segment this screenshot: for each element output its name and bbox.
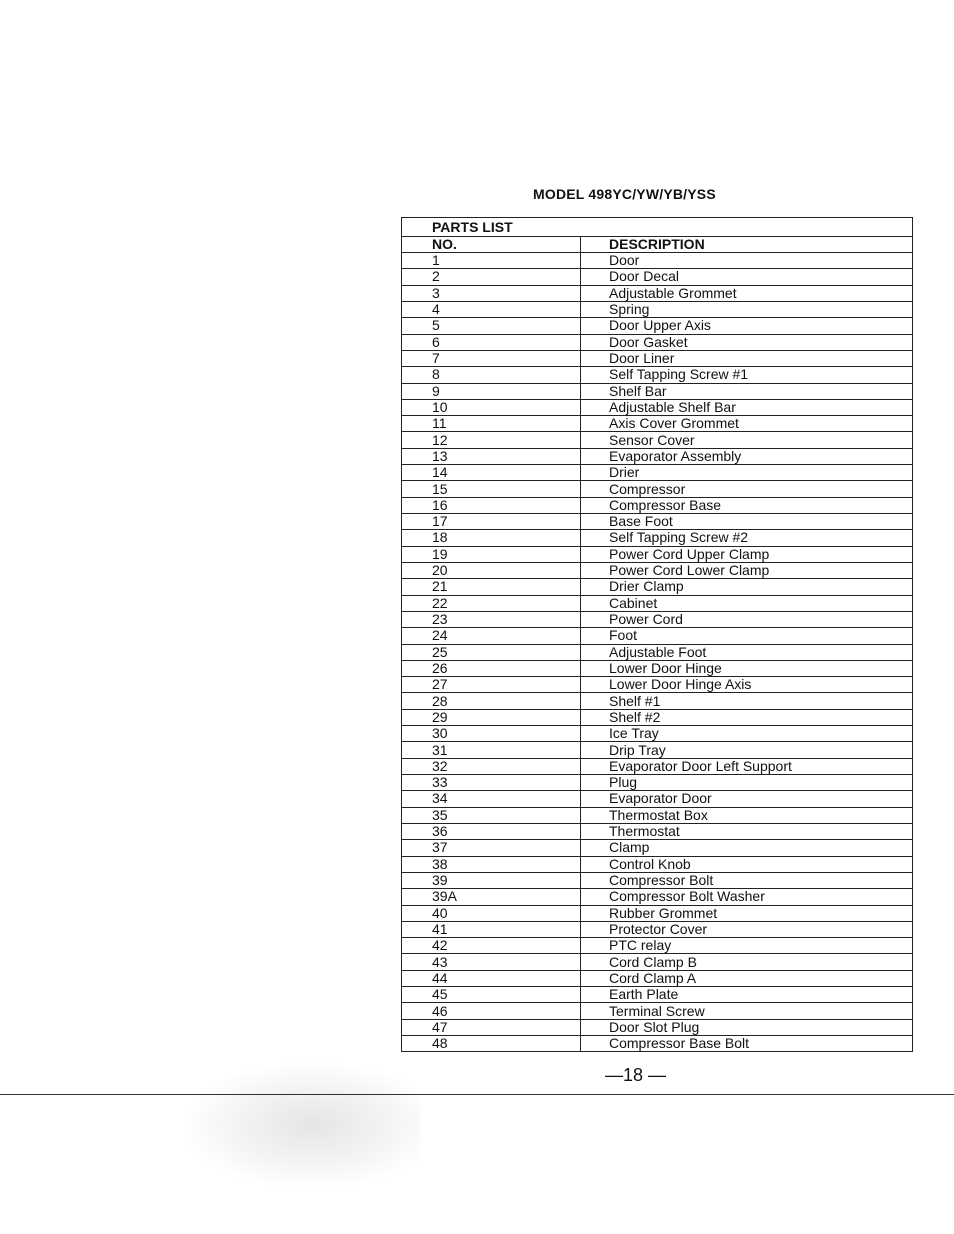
- table-row: [402, 954, 913, 970]
- part-description-cell: Adjustable Foot: [581, 644, 913, 660]
- part-description-cell: Thermostat Box: [581, 807, 913, 823]
- part-description-cell: Door Slot Plug: [581, 1019, 913, 1035]
- table-row: [402, 742, 913, 758]
- part-description-cell: Cabinet: [581, 595, 913, 611]
- part-description-cell: Self Tapping Screw #2: [581, 530, 913, 546]
- part-number-cell: 29: [402, 709, 581, 725]
- table-row: [402, 546, 913, 562]
- part-number-cell: 25: [402, 644, 581, 660]
- part-number-cell: 28: [402, 693, 581, 709]
- part-number-cell: 42: [402, 938, 581, 954]
- part-description-cell: Sensor Cover: [581, 432, 913, 448]
- part-number-cell: 24: [402, 628, 581, 644]
- table-row: [402, 367, 913, 383]
- part-description-cell: Compressor Base Bolt: [581, 1036, 913, 1052]
- part-description-cell: Cord Clamp A: [581, 970, 913, 986]
- table-row: [402, 514, 913, 530]
- part-number-cell: 48: [402, 1036, 581, 1052]
- part-number-cell: 33: [402, 775, 581, 791]
- table-row: [402, 530, 913, 546]
- part-description-cell: Control Knob: [581, 856, 913, 872]
- table-row: [402, 840, 913, 856]
- table-row: [402, 481, 913, 497]
- part-description-cell: Door Gasket: [581, 334, 913, 350]
- page-title: MODEL 498YC/YW/YB/YSS: [533, 186, 716, 202]
- bottom-divider: [0, 1094, 954, 1095]
- part-number-cell: 1: [402, 253, 581, 269]
- part-description-cell: Spring: [581, 301, 913, 317]
- part-number-cell: 8: [402, 367, 581, 383]
- part-number-cell: 26: [402, 660, 581, 676]
- part-description-cell: Foot: [581, 628, 913, 644]
- part-number-cell: 45: [402, 987, 581, 1003]
- table-row: [402, 807, 913, 823]
- part-number-cell: 38: [402, 856, 581, 872]
- part-number-cell: 6: [402, 334, 581, 350]
- part-description-cell: Door Upper Axis: [581, 318, 913, 334]
- part-description-cell: Shelf Bar: [581, 383, 913, 399]
- table-row: [402, 644, 913, 660]
- part-number-cell: 9: [402, 383, 581, 399]
- table-row: [402, 318, 913, 334]
- part-number-cell: 16: [402, 497, 581, 513]
- table-row: [402, 905, 913, 921]
- table-row: [402, 1003, 913, 1019]
- table-row: [402, 432, 913, 448]
- part-number-cell: 44: [402, 970, 581, 986]
- table-row: [402, 1036, 913, 1052]
- table-row: [402, 791, 913, 807]
- table-row: [402, 301, 913, 317]
- part-description-cell: Compressor: [581, 481, 913, 497]
- part-description-cell: Compressor Bolt Washer: [581, 889, 913, 905]
- part-description-cell: Compressor Bolt: [581, 872, 913, 888]
- table-row: [402, 611, 913, 627]
- part-description-cell: Evaporator Door Left Support: [581, 758, 913, 774]
- part-number-cell: 39: [402, 872, 581, 888]
- table-caption-row: [402, 218, 913, 237]
- part-description-cell: Drip Tray: [581, 742, 913, 758]
- table-row: [402, 709, 913, 725]
- part-number-cell: 14: [402, 465, 581, 481]
- table-row: [402, 889, 913, 905]
- table-row: [402, 726, 913, 742]
- table-row: [402, 987, 913, 1003]
- part-description-cell: Evaporator Door: [581, 791, 913, 807]
- part-number-cell: 11: [402, 416, 581, 432]
- part-description-cell: Base Foot: [581, 514, 913, 530]
- part-number-cell: 35: [402, 807, 581, 823]
- table-row: [402, 399, 913, 415]
- part-number-cell: 41: [402, 921, 581, 937]
- part-description-cell: Drier Clamp: [581, 579, 913, 595]
- table-row: [402, 758, 913, 774]
- part-number-cell: 37: [402, 840, 581, 856]
- table-row: [402, 872, 913, 888]
- part-number-cell: 40: [402, 905, 581, 921]
- table-row: [402, 383, 913, 399]
- part-number-cell: 31: [402, 742, 581, 758]
- part-description-cell: Drier: [581, 465, 913, 481]
- table-row: [402, 970, 913, 986]
- table-row: [402, 628, 913, 644]
- part-description-cell: Earth Plate: [581, 987, 913, 1003]
- part-number-cell: 39A: [402, 889, 581, 905]
- part-number-cell: 20: [402, 562, 581, 578]
- table-row: [402, 334, 913, 350]
- scan-speckle: [180, 1060, 420, 1190]
- part-description-cell: Plug: [581, 775, 913, 791]
- part-number-cell: 2: [402, 269, 581, 285]
- part-description-cell: Power Cord Lower Clamp: [581, 562, 913, 578]
- part-number-cell: 34: [402, 791, 581, 807]
- part-number-cell: 15: [402, 481, 581, 497]
- part-number-cell: 5: [402, 318, 581, 334]
- table-row: [402, 448, 913, 464]
- part-description-cell: Self Tapping Screw #1: [581, 367, 913, 383]
- part-number-cell: 21: [402, 579, 581, 595]
- table-row: [402, 350, 913, 366]
- table-row: [402, 416, 913, 432]
- part-description-cell: Shelf #2: [581, 709, 913, 725]
- part-description-cell: Clamp: [581, 840, 913, 856]
- part-number-cell: 7: [402, 350, 581, 366]
- part-description-cell: Door Decal: [581, 269, 913, 285]
- part-description-cell: Terminal Screw: [581, 1003, 913, 1019]
- part-number-cell: 13: [402, 448, 581, 464]
- table-row: [402, 465, 913, 481]
- table-row: [402, 253, 913, 269]
- table-row: [402, 497, 913, 513]
- table-row: [402, 693, 913, 709]
- part-description-cell: Thermostat: [581, 823, 913, 839]
- part-number-cell: 47: [402, 1019, 581, 1035]
- part-number-cell: 27: [402, 677, 581, 693]
- table-row: [402, 595, 913, 611]
- table-row: [402, 562, 913, 578]
- column-header-description: DESCRIPTION: [581, 237, 913, 253]
- part-number-cell: 30: [402, 726, 581, 742]
- table-header-row: [402, 237, 913, 253]
- table-row: [402, 938, 913, 954]
- parts-list-table: [401, 217, 913, 1052]
- part-description-cell: Door: [581, 253, 913, 269]
- part-number-cell: 18: [402, 530, 581, 546]
- part-number-cell: 23: [402, 611, 581, 627]
- table-row: [402, 921, 913, 937]
- part-description-cell: Adjustable Shelf Bar: [581, 399, 913, 415]
- part-description-cell: Cord Clamp B: [581, 954, 913, 970]
- page-number: —18 —: [605, 1065, 667, 1085]
- part-description-cell: Power Cord: [581, 611, 913, 627]
- part-number-cell: 32: [402, 758, 581, 774]
- part-description-cell: Lower Door Hinge: [581, 660, 913, 676]
- table-row: [402, 269, 913, 285]
- part-description-cell: Evaporator Assembly: [581, 448, 913, 464]
- part-number-cell: 22: [402, 595, 581, 611]
- part-number-cell: 10: [402, 399, 581, 415]
- table-row: [402, 579, 913, 595]
- part-description-cell: Adjustable Grommet: [581, 285, 913, 301]
- table-row: [402, 677, 913, 693]
- table-row: [402, 823, 913, 839]
- table-row: [402, 775, 913, 791]
- table-row: [402, 856, 913, 872]
- part-description-cell: Compressor Base: [581, 497, 913, 513]
- parts-list-body: [402, 253, 913, 1052]
- table-row: [402, 285, 913, 301]
- part-description-cell: Ice Tray: [581, 726, 913, 742]
- table-caption: PARTS LIST: [402, 218, 913, 237]
- table-row: [402, 1019, 913, 1035]
- part-number-cell: 36: [402, 823, 581, 839]
- part-number-cell: 3: [402, 285, 581, 301]
- part-description-cell: Protector Cover: [581, 921, 913, 937]
- part-description-cell: Shelf #1: [581, 693, 913, 709]
- part-number-cell: 4: [402, 301, 581, 317]
- part-description-cell: Axis Cover Grommet: [581, 416, 913, 432]
- table-row: [402, 660, 913, 676]
- part-number-cell: 46: [402, 1003, 581, 1019]
- part-description-cell: Rubber Grommet: [581, 905, 913, 921]
- part-description-cell: Lower Door Hinge Axis: [581, 677, 913, 693]
- part-number-cell: 43: [402, 954, 581, 970]
- part-number-cell: 19: [402, 546, 581, 562]
- part-description-cell: PTC relay: [581, 938, 913, 954]
- part-number-cell: 12: [402, 432, 581, 448]
- part-description-cell: Door Liner: [581, 350, 913, 366]
- part-number-cell: 17: [402, 514, 581, 530]
- column-header-no: NO.: [402, 237, 581, 253]
- part-description-cell: Power Cord Upper Clamp: [581, 546, 913, 562]
